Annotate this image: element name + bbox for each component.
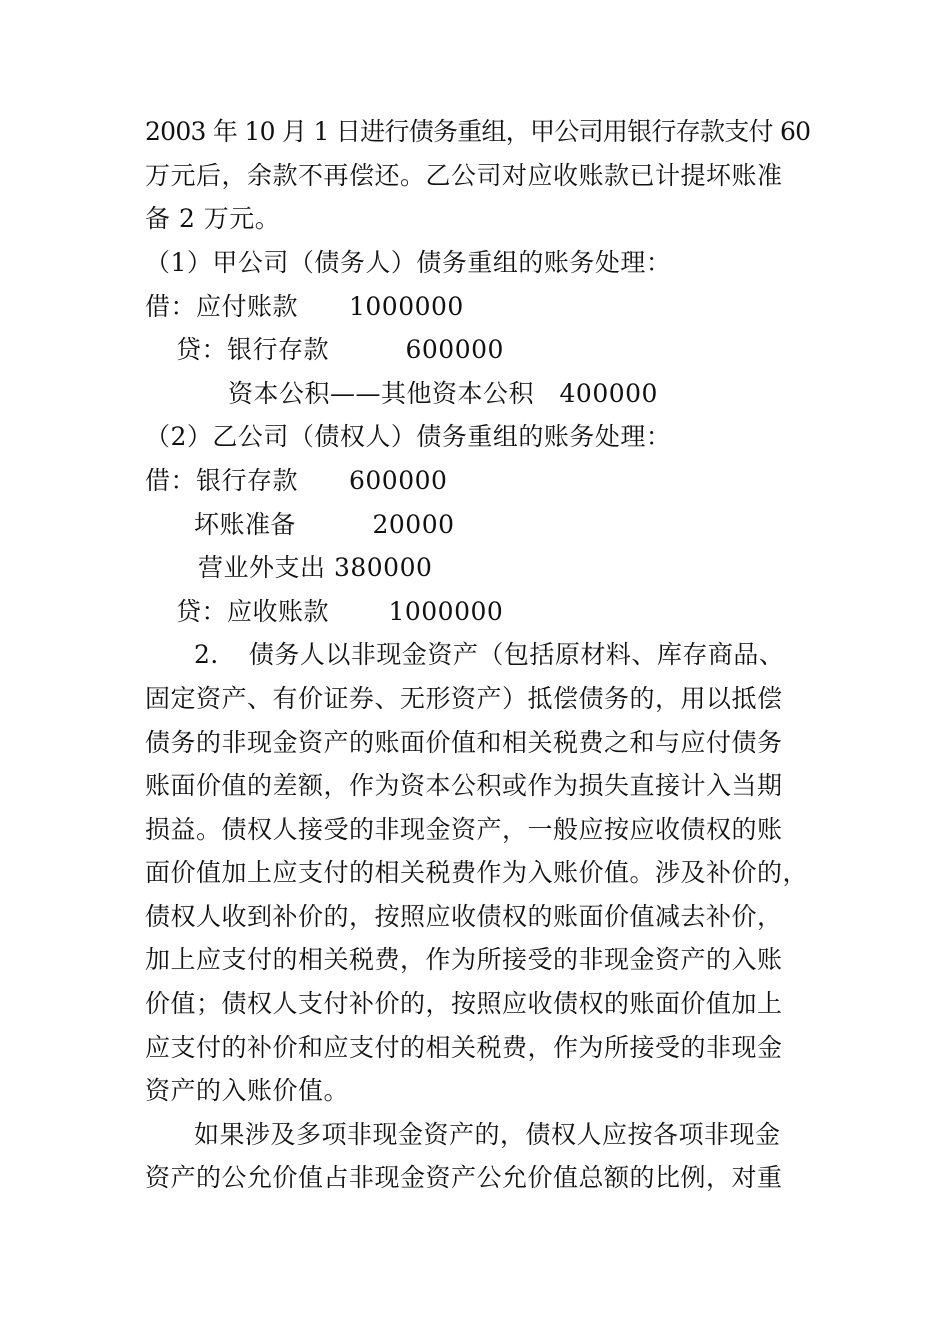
- paragraph-line: 债权人收到补价的，按照应收债权的账面价值减去补价，: [145, 902, 783, 931]
- paragraph-line: 资产的入账价值。: [145, 1076, 350, 1105]
- paragraph-line: 债务的非现金资产的账面价值和相关税费之和与应付债务: [145, 728, 783, 757]
- paragraph-line: 损益。债权人接受的非现金资产，一般应按应收债权的账: [145, 815, 783, 844]
- paragraph-line: 备 2 万元。: [145, 204, 281, 233]
- journal-entry-line: 借：银行存款 600000: [145, 466, 448, 495]
- paragraph-line: 2003 年 10 月 1 日进行债务重组，甲公司用银行存款支付 60: [145, 117, 811, 146]
- paragraph-line: 面价值加上应支付的相关税费作为入账价值。涉及补价的，: [145, 858, 809, 887]
- paragraph-line: 加上应支付的相关税费，作为所接受的非现金资产的入账: [145, 945, 783, 974]
- paragraph-line: 应支付的补价和应支付的相关税费，作为所接受的非现金: [145, 1033, 783, 1062]
- paragraph-line: 万元后，余款不再偿还。乙公司对应收账款已计提坏账准: [145, 161, 783, 190]
- journal-entry-line: 资本公积——其他资本公积 400000: [228, 379, 658, 408]
- paragraph-line: 如果涉及多项非现金资产的，债权人应按各项非现金: [194, 1120, 781, 1149]
- section-heading-creditor: （2）乙公司（债权人）债务重组的账务处理：: [145, 422, 672, 451]
- journal-entry-line: 贷：应收账款 1000000: [176, 597, 504, 626]
- paragraph-line: 账面价值的差额，作为资本公积或作为损失直接计入当期: [145, 771, 783, 800]
- paragraph-line: 2． 债务人以非现金资产（包括原材料、库存商品、: [194, 640, 785, 669]
- paragraph-line: 价值；债权人支付补价的，按照应收债权的账面价值加上: [145, 989, 783, 1018]
- paragraph-line: 资产的公允价值占非现金资产公允价值总额的比例，对重: [145, 1163, 783, 1192]
- section-heading-debtor: （1）甲公司（债务人）债务重组的账务处理：: [145, 248, 672, 277]
- paragraph-line: 固定资产、有价证券、无形资产）抵偿债务的，用以抵偿: [145, 684, 783, 713]
- journal-entry-line: 坏账准备 20000: [194, 510, 455, 539]
- journal-entry-line: 借：应付账款 1000000: [145, 292, 464, 321]
- journal-entry-line: 营业外支出 380000: [198, 553, 433, 582]
- journal-entry-line: 贷：银行存款 600000: [176, 335, 504, 364]
